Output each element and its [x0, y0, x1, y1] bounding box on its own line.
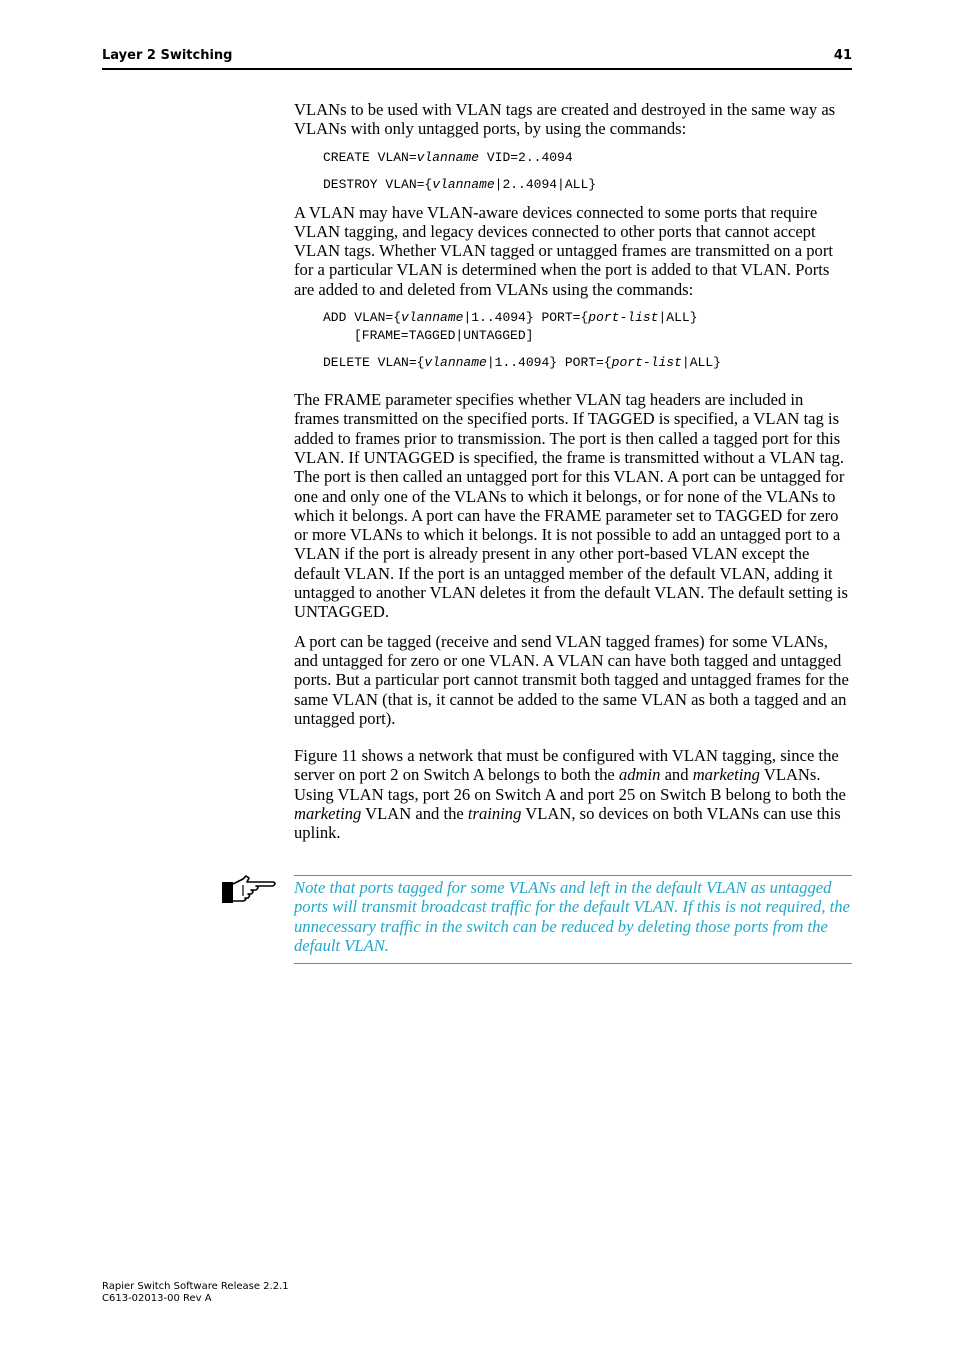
command-create-vlan: CREATE VLAN=vlanname VID=2..4094 — [323, 149, 573, 165]
note-text: Note that ports tagged for some VLANs and left in the default VLAN as untagged ports will transmit broadcast traffic for the default VLAN. If this is not required, the unnecessary traffic in the switch can be reduced by deleting those ports from the default VLAN. — [294, 878, 850, 955]
command-delete-vlan-port: DELETE VLAN={vlanname|1..4094} PORT={port-list|ALL} — [323, 355, 721, 371]
body-text — [294, 100, 852, 843]
paragraph-vlan-aware: A VLAN may have VLAN-aware devices connected to some ports that require VLAN tagging, and legacy devices connected to other ports that cannot accept VLAN tags. Whether VLAN tagged or untagged frames are transmitted on a port for a particular VLAN is determined when the port is added to that VLAN. Ports are added to and deleted from VLANs using the commands: — [294, 202, 833, 299]
command-destroy-vlan: DESTROY VLAN={vlanname|2..4094|ALL} — [323, 176, 597, 192]
footer-document-number: C613-02013-00 Rev A — [102, 1293, 212, 1304]
page-number: 41 — [833, 48, 852, 63]
command-add-vlan-port: ADD VLAN={vlanname|1..4094} PORT={port-list|ALL} [FRAME=TAGGED|UNTAGGED] — [323, 310, 698, 344]
note-box — [294, 875, 852, 964]
paragraph-intro: VLANs to be used with VLAN tags are created and destroyed in the same way as VLANs with only untagged ports, by using the commands: — [294, 100, 836, 139]
paragraph-tagged-untagged: A port can be tagged (receive and send VLAN tagged frames) for some VLANs, and untagged for zero or one VLAN. A VLAN can have both tagged and untagged ports. But a particular port cannot transmit both tagged and untagged frames for the same VLAN (that is, it cannot be added to the same VLAN as both a tagged and an untagged port). — [294, 631, 849, 728]
footer-release: Rapier Switch Software Release 2.2.1 — [102, 1281, 289, 1292]
page-header — [102, 48, 852, 70]
section-title: Layer 2 Switching — [102, 48, 233, 63]
paragraph-frame-parameter: The FRAME parameter specifies whether VLAN tag headers are included in frames transmitted on the specified ports. If TAGGED is specified, a VLAN tag is added to frames prior to transmission. The port is then called a tagged port for this VLAN. If UNTAGGED is specified, the frame is transmitted without a VLAN tag. The port is then called an untagged port for this VLAN. A port can be untagged for one and only one of the VLANs to which it belongs, or for none of the VLANs to which it belongs. A port can have the FRAME parameter set to TAGGED for zero or more VLANs to which it belongs. It is not possible to add an untagged port to a VLAN if the port is already present in any other port-based VLAN except the default VLAN. If the port is an untagged member of the default VLAN, adding it untagged to another VLAN deletes it from the default VLAN. The default setting is UNTAGGED. — [294, 390, 848, 622]
page-footer — [102, 1281, 289, 1305]
paragraph-figure-reference: Figure 11 shows a network that must be configured with VLAN tagging, since the server on port 2 on Switch A belongs to both the admin and marketing VLANs. Using VLAN tags, port 26 on Switch A and port 25 on Switch B belong to both the marketing VLAN and the training VLAN, so devices on both VLANs can use this uplink. — [294, 746, 846, 843]
pointing-hand-icon — [221, 874, 279, 906]
